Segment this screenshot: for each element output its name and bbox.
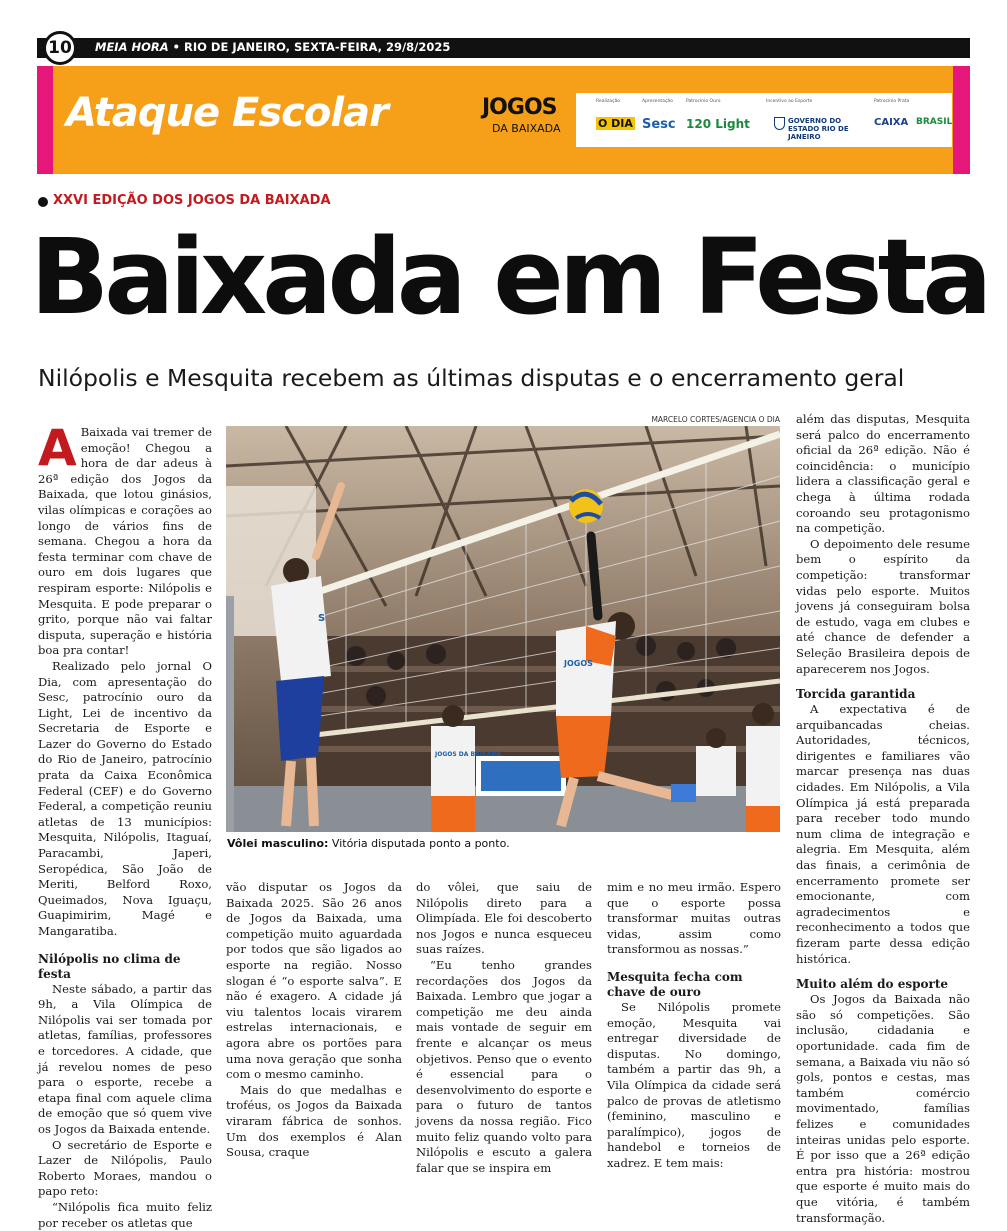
photo-caption: Vôlei masculino: Vitória disputada ponto a ponto. xyxy=(227,837,510,850)
header-dateline: MEIA HORA • RIO DE JANEIRO, SEXTA-FEIRA, 29/8/2025 xyxy=(95,40,451,54)
article-kicker: XXVI EDIÇÃO DOS JOGOS DA BAIXADA xyxy=(53,193,331,208)
article-column-4 xyxy=(607,880,781,1172)
subhead-mesquita: Mesquita fecha com chave de ouro xyxy=(607,969,743,999)
paragraph: Os Jogos da Baixada não são só competições. São inclusão, cidadania e oportunidade. cada fim de semana, a Baixada viu não só gols, pontos e cestas, mas também comércio movimentado, famílias felizes e comunidades inteiras unidas pelo esporte. É por isso que a 26ª edição entra pra história: mostrou que esporte é muito mais do que vitória, é também transformação. xyxy=(796,992,970,1225)
sponsor-logo-sesc: Sesc xyxy=(642,117,676,132)
page-number: 10 xyxy=(43,31,77,65)
sponsor-logo-odia: O DIA xyxy=(598,117,633,130)
photo-credit: MARCELO CORTES/AGENCIA O DIA xyxy=(651,415,780,424)
paragraph: do vôlei, que saiu de Nilópolis direto para a Olimpíada. Ele foi descoberto nos Jogos e nunca esqueceu suas raízes. xyxy=(416,880,592,957)
paragraph: Mais do que medalhas e troféus, os Jogos da Baixada viraram fábrica de sonhos. Um dos exemplos é Alan Sousa, craque xyxy=(226,1082,402,1160)
paragraph: Se Nilópolis promete emoção, Mesquita vai entregar diversidade de disputas. No domingo, também a partir das 9h, a Vila Olímpica da cidade será palco de provas de atletismo (feminino, masculino e paralímpico), jogos de handebol e torneios de xadrez. E tem mais: xyxy=(607,999,781,1170)
paragraph: além das disputas, Mesquita será palco do encerramento oficial da 26ª edição. Não é coincidência: o município lidera a classificação geral e chega à última rodada coroando seu protagonismo na competição. xyxy=(796,412,970,536)
article-column-5 xyxy=(796,412,970,1226)
subhead-nilopolis: Nilópolis no clima de festa xyxy=(38,951,181,981)
article-column-3 xyxy=(416,880,592,1176)
newspaper-brand: MEIA HORA xyxy=(95,40,169,54)
paragraph: Realizado pelo jornal O Dia, com apresentação do Sesc, patrocínio ouro da Light, Lei de incentivo da Secretaria de Esporte e Lazer do Governo do Estado do Rio de Janeiro, patrocínio prata da Caixa Econômica Federal (CEF) e do Governo Federal, a competição reuniu atletas de 13 municípios: Mesquita, Nilópolis, Itaguaí, Paracambi, Japeri, Seropédica, São João de Meriti, Belford Roxo, Queimados, Nova Iguaçu, Guapimirim, Magé e Mangaratiba. xyxy=(38,658,212,938)
volleyball-photo xyxy=(226,426,780,832)
kicker-bullet-icon xyxy=(38,197,48,207)
paragraph: O secretário de Esporte e Lazer de Nilópolis, Paulo Roberto Moraes, mandou o papo reto: xyxy=(38,1137,212,1199)
paragraph: mim e no meu irmão. Espero que o esporte possa transformar muitas outras vidas, assim como transformou as nossas.” xyxy=(607,880,781,957)
paragraph: A expectativa é de arquibancadas cheias. Autoridades, técnicos, dirigentes e familiares vão marcar presença nas duas cidades. Em Nilópolis, a Vila Olímpica já está preparada para receber todo mundo num clima de integração e alegria. Em Mesquita, além das finais, a cerimônia de encerramento promete ser emocionante, com agradecimentos e reconhecimento a todos que fizeram parte dessa edição histórica. xyxy=(796,702,970,966)
svg-text:S: S xyxy=(318,613,326,624)
subhead-torcida: Torcida garantida xyxy=(796,687,916,702)
paragraph: vão disputar os Jogos da Baixada 2025. São 26 anos de Jogos da Baixada, uma competição muito aguardada por todos que são ligados ao esporte na região. Nosso slogan é “o esporte salva”. E não é exagero. A cidade já viu talentos locais virarem estrelas internacionais, e agora abre os portões para uma nova geração que sonha com o mesmo caminho. xyxy=(226,880,402,1082)
paragraph: “Nilópolis fica muito feliz por receber os atletas que xyxy=(38,1199,212,1230)
sponsor-strip: Realização O DIA Apresentação Sesc Patrocínio Ouro 120 Light Incentivo ao Esporte GOVERNO DO ESTADO RIO DE JANEIRO Patrocínio Prata CAIXA BRASIL xyxy=(576,93,952,147)
article-column-1 xyxy=(38,419,212,1231)
article-headline: Baixada em Festa xyxy=(30,216,988,338)
svg-text:JOGOS DA BAIXADA: JOGOS DA BAIXADA xyxy=(435,751,501,758)
paragraph: A Baixada vai tremer de emoção! Chegou a hora de dar adeus à 26ª edição dos Jogos da Baixada, que lotou ginásios, vilas olímpicas e corações ao longo de vários fins de semana. Chegou a hora da festa terminar com chave de ouro em dois lugares que respiram esporte: Nilópolis e Mesquita. E pode preparar o grito, porque não vai faltar disputa, superação e história boa pra contar! xyxy=(38,419,212,658)
subhead-alem-do-esporte: Muito além do esporte xyxy=(796,977,948,992)
dateline-text: RIO DE JANEIRO, SEXTA-FEIRA, 29/8/2025 xyxy=(184,40,451,54)
section-title: Ataque Escolar xyxy=(66,90,388,136)
sponsor-logo-brasil: BRASIL xyxy=(916,117,953,127)
paragraph: “Eu tenho grandes recordações dos Jogos da Baixada. Lembro que jogar a competição me deu ainda mais vontade de seguir em frente e alcançar os meus objetivos. Penso que o evento é essencial para o desenvolvimento do esporte e para o futuro de tantos jovens da nossa região. Fico muito feliz quando volto para Nilópolis e escuto a galera falar que se inspira em xyxy=(416,957,592,1175)
rj-coat-of-arms-icon xyxy=(774,117,785,130)
article-column-2 xyxy=(226,880,402,1161)
jogos-da-baixada-logo: JOGOS DA BAIXADA xyxy=(482,95,561,135)
svg-text:JOGOS: JOGOS xyxy=(564,659,593,668)
sponsor-logo-caixa: CAIXA xyxy=(874,117,909,128)
paragraph: O depoimento dele resume bem o espírito da competição: transformar vidas pelo esporte. Muitos jovens já conseguiram bolsa de estudo, vaga em clubes e até chance de defender a Seleção Brasileira depois de aparecerem nos Jogos. xyxy=(796,536,970,676)
paragraph: Neste sábado, a partir das 9h, a Vila Olímpica de Nilópolis vai ser tomada por atletas, famílias, professores e torcedores. A cidade, que já revelou nomes de peso para o esporte, recebe a etapa final com aquele clima de emoção que só quem vive os Jogos da Baixada entende. xyxy=(38,981,212,1136)
drop-cap: A xyxy=(38,419,77,477)
sponsor-logo-governo-rj: GOVERNO DO ESTADO RIO DE JANEIRO xyxy=(788,117,849,141)
article-deck: Nilópolis e Mesquita recebem as últimas disputas e o encerramento geral xyxy=(38,364,905,392)
sponsor-logo-light: 120 Light xyxy=(686,117,750,131)
